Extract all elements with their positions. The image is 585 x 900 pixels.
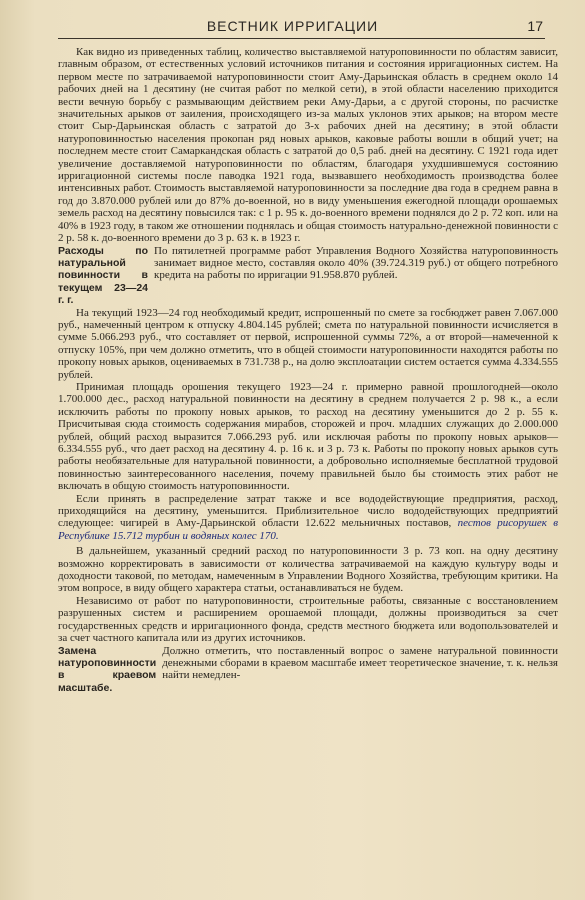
header-rule <box>58 38 545 39</box>
paragraph-replacement: Должно отметить, что поставленный вопрос о замене натуральной повинности денежными сборами в краевом масштабе имеет теоретическое значение, т. к. нельзя найти немедлен- <box>162 644 558 682</box>
article-body <box>58 46 558 694</box>
journal-title: ВЕСТНИК ИРРИГАЦИИ <box>206 18 379 34</box>
paragraph-4-printed: Если принять в распределение затрат также и все вододействующие предприятия, расход, приходящийся на десятину, уменьшится. Приблизительное число вододействующих предприятий следующее: чигирей в Аму-Дарьинской области 12.622 мельничных поставов, <box>58 492 558 530</box>
paragraph-5: В дальнейшем, указанный средний расход по натуроповинности 3 р. 73 коп. на одну десятину возможно корректировать в зависимости от количества затрачиваемой на каждую культуру воды и доходности таковой, по методам, намеченным в Управлении Водного Хозяйства, требующим критики. На этом вопросе, в виду общего характера статьи, останавливаться не будем. <box>58 545 558 595</box>
sidehead-replacement: Замена натуроповинности в краевом масштабе. <box>58 644 157 694</box>
paragraph-4 <box>58 493 558 543</box>
page-header <box>0 0 585 44</box>
paragraph-1: Как видно из приведенных таблиц, количество выставляемой натуроповинности по областям зависит, главным образом, от естественных условий источников питания и состояния ирригационных систем. На первом месте по затрачиваемой натуроповинности стоит Аму-Дарьинская область в среднем около 14 рабочих дней на 1 десятину (не считая работ по мелкой сети), в этой области населению приходится вести вечную борьбу с размывающим действием реки Аму-Дарьи, а с другой стороны, по расчистке значительных арыков от заиления, происходящего из-за малых уклонов этих арыков; на втором месте стоит Сыр-Дарьинская область с затратой до 3-х рабочих дней на десятину; в этой области натуроповинностью населения прокопан ряд новых арыков, каковые работы вошли в общий учет; на последнем месте стоит Самаркандская область с затратой до 0,5 раб. дней на десятину. С 1921 года идет увеличение доставляемой натуроповинности по областям, благодаря ухудшившемуся состоянию ирригационной системы после паводка 1921 года, вызвавшего необходимость производства более интенсивных работ. Стоимость выставляемой натуроповинности за последние два года в среднем равна в год до 3.870.000 рублей или до 87% до-военной, но в виду уменьшения ежегодной площади орошаемых земель расход на десятину повысился так: с 1 р. 95 к. до-военного времени поднялся до 2 р. 72 коп. или на 40% в 1923 году, в таком же отношении поднялась и общая стоимость натурально-денежной повинности с 2 р. 58 к. до-военного времени до 3 р. 63 к. в 1923 г. <box>58 46 558 245</box>
section-expenses <box>58 245 558 307</box>
paragraph-2: На текущий 1923—24 год необходимый кредит, испрошенный по смете за госбюджет равен 7.067.000 руб., намеченный центром к отпуску 4.804.145 рублей; смета по натуральной повинности исчисляется в сумме 5.066.293 руб., что составляет от первой, испрошенной суммы 72%, а от второй—намеченной к отпуску 105%, при чем должно отметить, что в общей стоимости натуроповинности находятся работы по прокопу новых арыков, оцениваемых в 731.738 р., на долю эксплоатации систем остается сумма 4.334.555 рублей. <box>58 306 558 381</box>
paragraph-6: Независимо от работ по натуроповинности, строительные работы, связанные с восстановлением разрушенных систем и расширением орошаемой площади, должны производиться за счет государственных средств и ирригационного фонда, средств местного бюджета или водопользователей и за счет частного капитала или из других источников. <box>58 594 558 645</box>
section-replacement <box>58 645 558 695</box>
page-number: 17 <box>527 18 543 34</box>
paragraph-expenses: По пятилетней программе работ Управления Водного Хозяйства натуроповинность занимает видное место, составляя около 40% (39.724.319 руб.) от общего потребного кредита на работы по ирригации 91.958.870 рублей. <box>154 244 558 282</box>
handwritten-annotation: пестов рисорушек в Республике 15.712 турбин и водяных колес 170. <box>58 517 558 542</box>
paragraph-3: Принимая площадь орошения текущего 1923—24 г. примерно равной прошлогодней—около 1.700.000 дес., расход натуральной повинности на десятину в среднем получается 2 р. 98 к., а если исключить работы по прокопу новых арыков, то расход на десятину уменьшится до 2 р. 55 к. Присчитывая сюда стоимость содержания мирабов, сторожей и проч. младших служащих до 2.000.000 рублей, общий расход выразится 7.066.293 руб. или исключая работы по прокопу новых арыков—6.334.555 руб., что дает расход на десятину 4. р. 16 к. и 3 р. 73 к. Работы по прокопу новых арыков суть работы необязательные для натуральной повинности, а добровольно исполняемые бесплатной трудовой повинностью заинтересованного населения, почему правильней было бы стоимость этих работ не включать в общую стоимость натуроповинности. <box>58 380 558 493</box>
sidehead-expenses: Расходы по натуральной повинности в текущем 23—24 г. г. <box>58 244 148 307</box>
